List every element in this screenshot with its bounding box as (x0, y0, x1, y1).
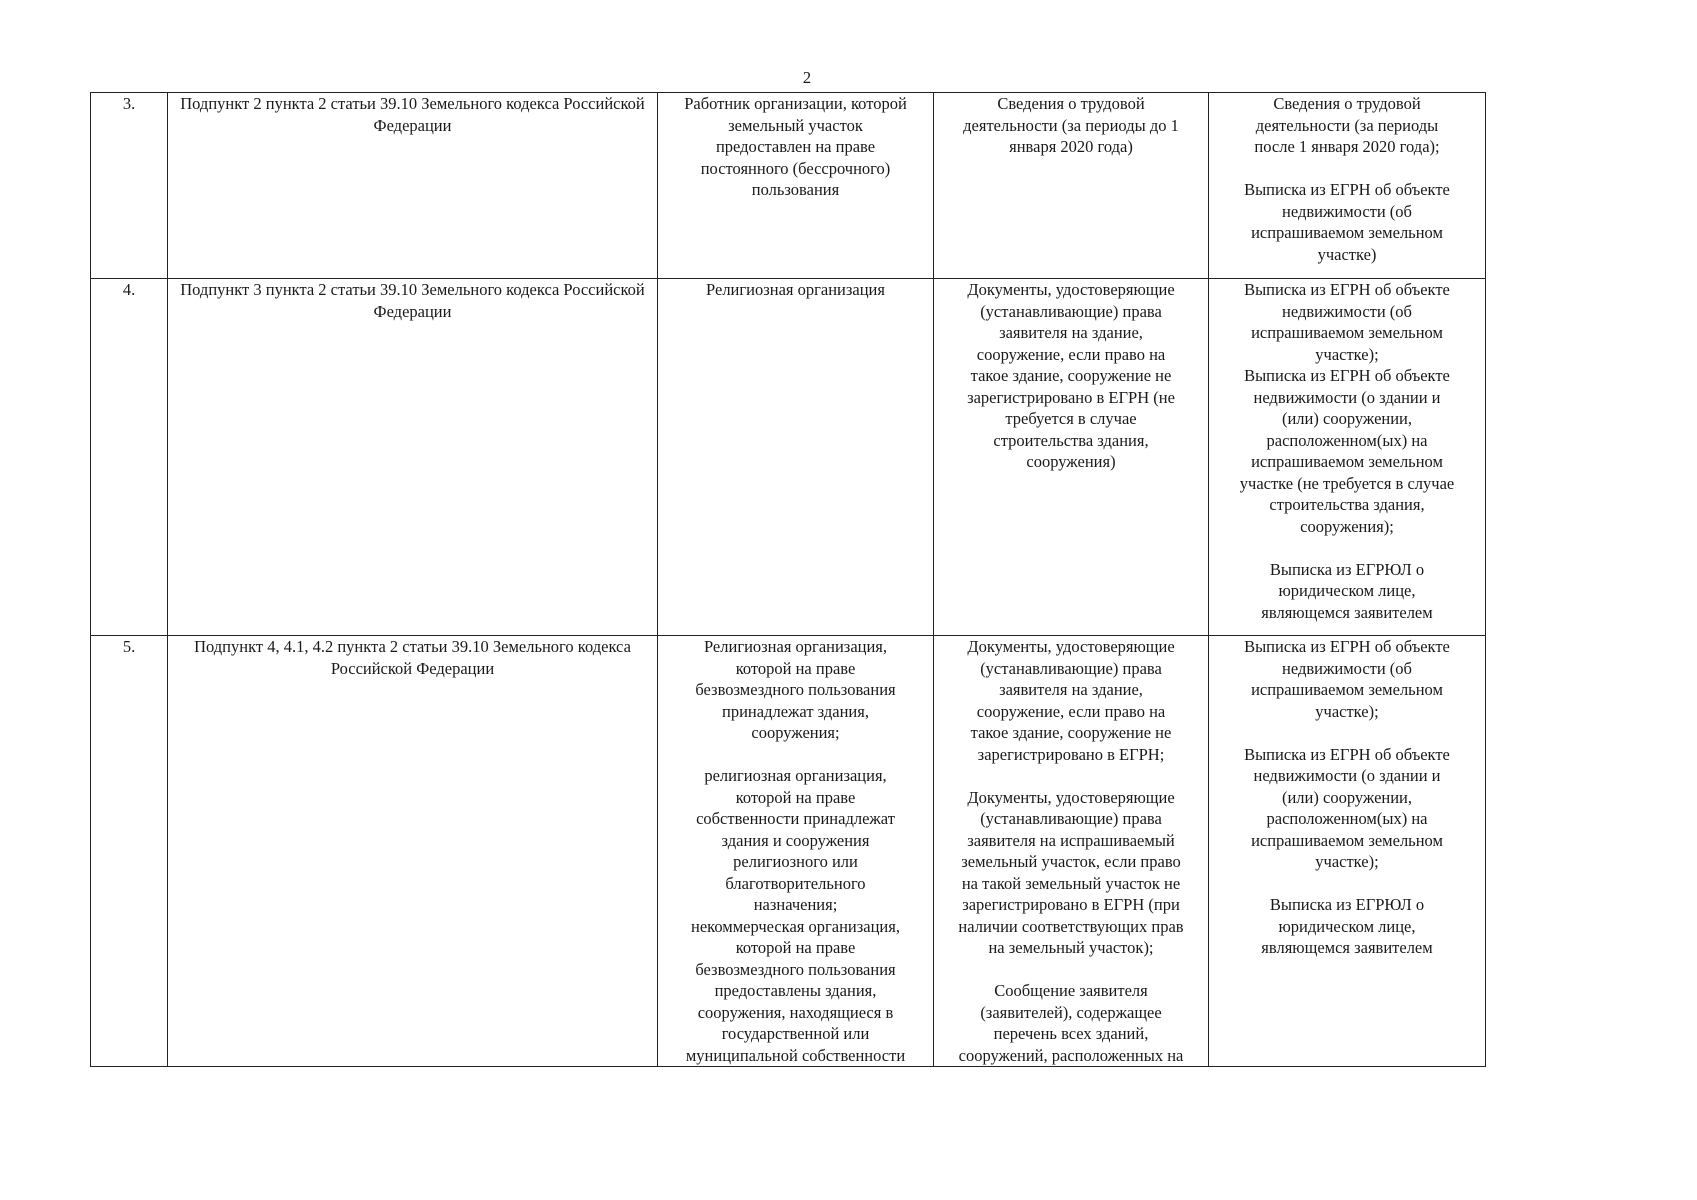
legal-basis-cell (168, 93, 658, 279)
row-number: 3. (122, 94, 136, 113)
table-row (91, 279, 1486, 636)
documents-table (90, 92, 1486, 1067)
applicant-documents-cell (934, 636, 1209, 1067)
applicant-text: Работник организации, которой земельный участок предоставлен на праве постоянного (бессрочного) пользования (684, 94, 907, 199)
applicant-documents-text: Документы, удостоверяющие (устанавливающие) права заявителя на здание, сооружение, если право на такое здание, сооружение не зарегистрировано в ЕГРН (не требуется в случае строительства здания, сооружения) (967, 280, 1175, 471)
legal-basis-text: Подпункт 2 пункта 2 статьи 39.10 Земельного кодекса Российской Федерации (180, 94, 645, 135)
legal-basis-text: Подпункт 3 пункта 2 статьи 39.10 Земельного кодекса Российской Федерации (180, 280, 645, 321)
table-row (91, 636, 1486, 1067)
applicant-cell (658, 279, 934, 636)
legal-basis-cell (168, 636, 658, 1067)
applicant-cell (658, 636, 934, 1067)
requested-documents-text: Выписка из ЕГРН об объекте недвижимости (об испрашиваемом земельном участке); Выписка из ЕГРН об объекте недвижимости (о здании и (или) сооружении, расположенном(ых) на испрашиваемом земельном участке (не требуется в случае строительства здания, сооружения); Выписка из ЕГРЮЛ о юридическом лице, являющемся заявителем (1239, 280, 1455, 622)
applicant-documents-text: Сведения о трудовой деятельности (за периоды до 1 января 2020 года) (963, 94, 1179, 156)
row-number: 5. (122, 637, 136, 656)
requested-documents-cell (1209, 279, 1486, 636)
row-number-cell (91, 636, 168, 1067)
applicant-text: Религиозная организация (706, 280, 885, 299)
requested-documents-cell (1209, 636, 1486, 1067)
row-number-cell (91, 279, 168, 636)
applicant-cell (658, 93, 934, 279)
legal-basis-cell (168, 279, 658, 636)
table-row (91, 93, 1486, 279)
applicant-text: Религиозная организация, которой на праве безвозмездного пользования принадлежат здания, сооружения; религиозная организация, которой на праве собственности принадлежат здания и сооружения религиозного или благотворительного назначения; некоммерческая организация, которой на праве безвозмездного пользования предоставлены здания, сооружения, находящиеся в государственной или муниципальной собственности (685, 637, 906, 1065)
page-number: 2 (802, 68, 812, 87)
row-number-cell (91, 93, 168, 279)
requested-documents-cell (1209, 93, 1486, 279)
requested-documents-text: Сведения о трудовой деятельности (за периоды после 1 января 2020 года); Выписка из ЕГРН об объекте недвижимости (об испрашиваемом земельном участке) (1244, 94, 1450, 264)
applicant-documents-text: Документы, удостоверяющие (устанавливающие) права заявителя на здание, сооружение, если право на такое здание, сооружение не зарегистрировано в ЕГРН; Документы, удостоверяющие (устанавливающие) права заявителя на испрашиваемый земельный участок, если право на такой земельный участок не зарегистрировано в ЕГРН (при наличии соответствующих прав на земельный участок); Сообщение заявителя (заявителей), содержащее перечень всех зданий, сооружений, расположенных на (958, 637, 1184, 1065)
applicant-documents-cell (934, 279, 1209, 636)
row-number: 4. (122, 280, 136, 299)
legal-basis-text: Подпункт 4, 4.1, 4.2 пункта 2 статьи 39.10 Земельного кодекса Российской Федерации (194, 637, 631, 678)
requested-documents-text: Выписка из ЕГРН об объекте недвижимости (об испрашиваемом земельном участке); Выписка из ЕГРН об объекте недвижимости (о здании и (или) сооружении, расположенном(ых) на испрашиваемом земельном участке); Выписка из ЕГРЮЛ о юридическом лице, являющемся заявителем (1244, 637, 1450, 957)
applicant-documents-cell (934, 93, 1209, 279)
